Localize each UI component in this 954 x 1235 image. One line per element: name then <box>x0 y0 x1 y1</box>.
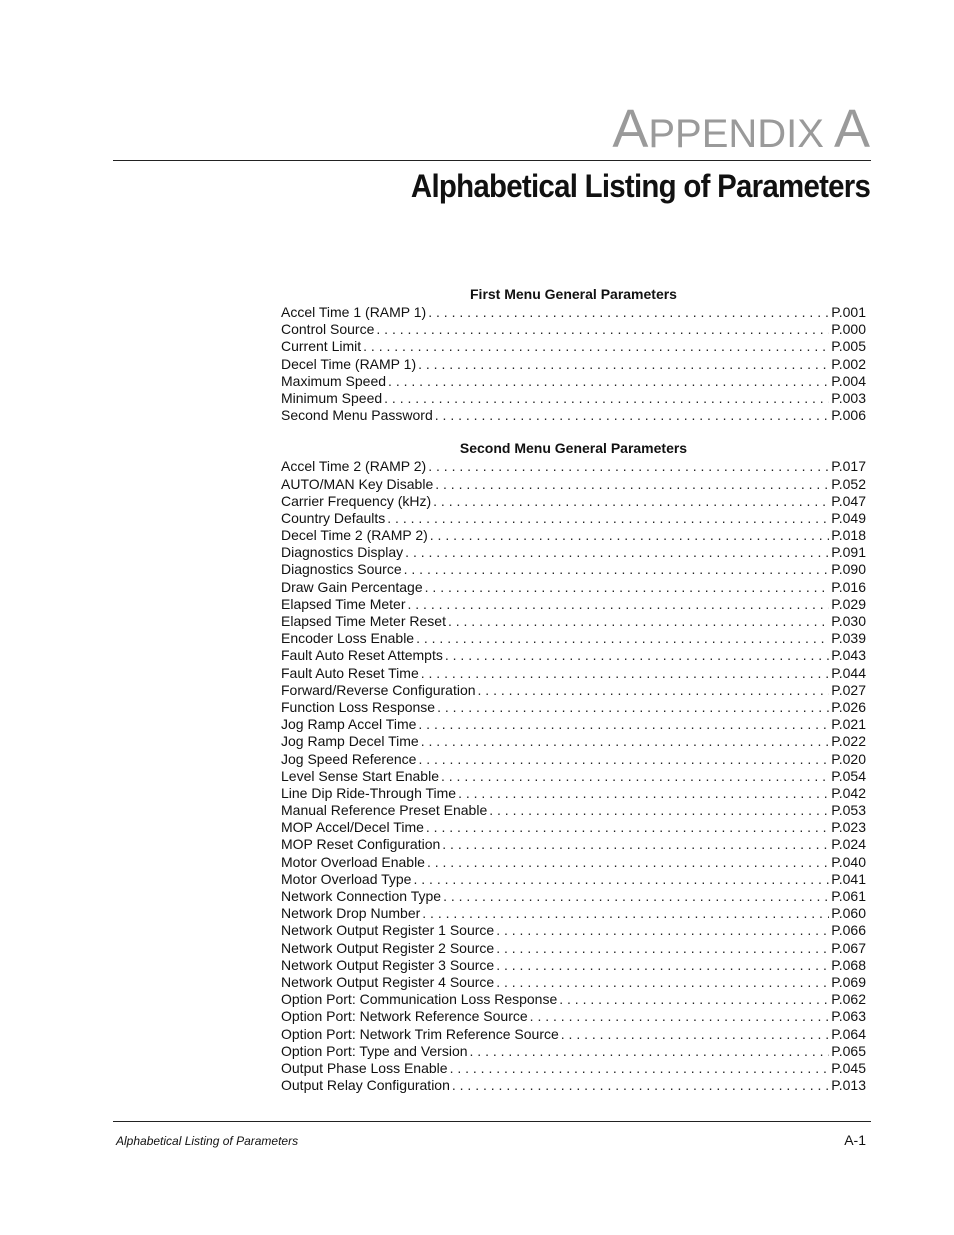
parameter-row <box>281 682 866 699</box>
parameter-row <box>281 476 866 493</box>
parameter-code: P.054 <box>831 767 866 784</box>
parameter-code: P.065 <box>831 1042 866 1059</box>
dot-leader <box>388 373 829 390</box>
parameter-row <box>281 647 866 664</box>
parameter-row <box>281 751 866 768</box>
page-number: A-1 <box>844 1132 866 1148</box>
dot-leader <box>416 630 829 647</box>
parameter-row <box>281 321 866 338</box>
parameter-code: P.004 <box>831 372 866 389</box>
dot-leader <box>448 613 829 630</box>
top-rule <box>113 160 871 161</box>
parameter-code: P.061 <box>831 888 866 904</box>
parameter-row <box>281 338 866 355</box>
dot-leader <box>443 888 829 905</box>
parameter-row <box>281 390 866 407</box>
parameter-name: Maximum Speed <box>281 372 387 389</box>
parameter-code: P.020 <box>831 750 866 767</box>
parameter-row <box>281 1060 866 1077</box>
parameter-name: Option Port: Type and Version <box>281 1042 468 1059</box>
parameter-row <box>281 613 866 630</box>
parameter-code: P.002 <box>831 355 866 372</box>
parameter-code: P.005 <box>831 338 866 355</box>
parameter-name: Option Port: Network Reference Source <box>281 1008 528 1025</box>
parameter-code: P.068 <box>831 956 866 973</box>
parameter-name: Option Port: Communication Loss Response <box>281 991 558 1008</box>
dot-leader <box>530 1008 830 1025</box>
parameter-code: P.024 <box>831 836 866 853</box>
dot-leader <box>418 716 829 733</box>
parameter-code: P.066 <box>831 922 866 939</box>
dot-leader <box>442 836 829 853</box>
parameter-name: AUTO/MAN Key Disable <box>281 475 434 492</box>
parameter-code: P.040 <box>831 853 866 870</box>
parameter-row <box>281 957 866 974</box>
dot-leader <box>387 510 829 527</box>
appendix-initial: A <box>612 99 649 159</box>
bottom-rule <box>113 1121 871 1122</box>
parameter-row <box>281 716 866 733</box>
parameter-row <box>281 699 866 716</box>
section-heading: First Menu General Parameters <box>470 286 677 302</box>
parameter-name: Draw Gain Percentage <box>281 578 423 595</box>
parameter-code: P.069 <box>831 973 866 990</box>
dot-leader <box>496 922 829 939</box>
dot-leader <box>418 751 829 768</box>
parameter-name: Level Sense Start Enable <box>281 767 439 784</box>
parameter-code: P.044 <box>831 664 866 681</box>
parameter-name: MOP Accel/Decel Time <box>281 819 424 836</box>
dot-leader <box>496 940 829 957</box>
dot-leader <box>421 665 829 682</box>
parameter-name: Accel Time 2 (RAMP 2) <box>281 458 427 475</box>
dot-leader <box>445 647 829 664</box>
parameter-code: P.039 <box>831 630 866 647</box>
parameter-row <box>281 888 866 905</box>
parameter-row <box>281 561 866 578</box>
dot-leader <box>428 304 829 321</box>
parameter-row <box>281 356 866 373</box>
parameter-listing <box>281 284 866 1108</box>
parameter-section <box>281 284 866 424</box>
parameter-code: P.027 <box>831 681 866 698</box>
dot-leader <box>435 407 829 424</box>
dot-leader <box>559 991 829 1008</box>
dot-leader <box>496 957 829 974</box>
parameter-row <box>281 527 866 544</box>
parameter-code: P.042 <box>831 784 866 801</box>
parameter-code: P.090 <box>831 561 866 578</box>
parameter-code: P.021 <box>831 716 866 733</box>
parameter-code: P.063 <box>831 1008 866 1025</box>
parameter-code: P.052 <box>831 475 866 492</box>
parameter-code: P.062 <box>831 991 866 1008</box>
parameter-code: P.041 <box>831 870 866 887</box>
parameter-name: Output Phase Loss Enable <box>281 1059 448 1076</box>
parameter-code: P.049 <box>831 509 866 526</box>
parameter-row <box>281 819 866 836</box>
parameter-code: P.091 <box>831 544 866 561</box>
dot-leader <box>422 905 829 922</box>
parameter-name: Current Limit <box>281 338 362 355</box>
parameter-name: Minimum Speed <box>281 389 383 406</box>
dot-leader <box>384 390 829 407</box>
parameter-name: Line Dip Ride-Through Time <box>281 784 457 801</box>
dot-leader <box>426 819 829 836</box>
parameter-code: P.064 <box>831 1025 866 1042</box>
parameter-row <box>281 785 866 802</box>
parameter-row <box>281 854 866 871</box>
parameter-name: Carrier Frequency (kHz) <box>281 492 432 509</box>
parameter-code: P.026 <box>831 698 866 715</box>
parameter-section <box>281 438 866 1094</box>
parameter-name: Encoder Loss Enable <box>281 630 415 647</box>
parameter-name: MOP Reset Configuration <box>281 836 441 853</box>
parameter-row <box>281 493 866 510</box>
parameter-row <box>281 1043 866 1060</box>
parameter-code: P.047 <box>831 492 866 509</box>
dot-leader <box>425 579 830 596</box>
parameter-row <box>281 407 866 424</box>
parameter-code: P.030 <box>831 613 866 629</box>
parameter-name: Option Port: Network Trim Reference Source <box>281 1025 559 1042</box>
parameter-code: P.016 <box>831 578 866 595</box>
parameter-code: P.053 <box>831 802 866 819</box>
parameter-name: Decel Time (RAMP 1) <box>281 355 417 372</box>
parameter-code: P.045 <box>831 1059 866 1076</box>
dot-leader <box>435 476 829 493</box>
parameter-name: Motor Overload Type <box>281 870 412 887</box>
parameter-row <box>281 905 866 922</box>
dot-leader <box>450 1060 830 1077</box>
appendix-letter: A <box>833 99 870 159</box>
parameter-row <box>281 802 866 819</box>
parameter-code: P.000 <box>831 321 866 338</box>
parameter-row <box>281 991 866 1008</box>
parameter-code: P.029 <box>831 595 866 612</box>
parameter-row <box>281 596 866 613</box>
parameter-code: P.043 <box>831 647 866 664</box>
appendix-word: PPENDIX <box>648 112 824 156</box>
dot-leader <box>458 785 829 802</box>
parameter-row <box>281 733 866 750</box>
dot-leader <box>421 733 830 750</box>
parameter-code: P.017 <box>831 458 866 475</box>
parameter-row <box>281 630 866 647</box>
parameter-name: Network Drop Number <box>281 905 421 922</box>
parameter-row <box>281 510 866 527</box>
appendix-heading <box>612 99 870 159</box>
parameter-row <box>281 458 866 475</box>
parameter-name: Diagnostics Display <box>281 544 404 561</box>
parameter-code: P.023 <box>831 819 866 836</box>
dot-leader <box>408 596 830 613</box>
parameter-row <box>281 665 866 682</box>
parameter-name: Network Output Register 1 Source <box>281 922 495 939</box>
dot-leader <box>430 527 829 544</box>
dot-leader <box>363 338 829 355</box>
parameter-name: Output Relay Configuration <box>281 1077 450 1094</box>
parameter-row <box>281 544 866 561</box>
footer-title: Alphabetical Listing of Parameters <box>116 1134 299 1148</box>
parameter-name: Country Defaults <box>281 509 386 526</box>
dot-leader <box>405 544 829 561</box>
dot-leader <box>376 321 829 338</box>
parameter-code: P.060 <box>831 905 866 922</box>
parameter-name: Elapsed Time Meter Reset <box>281 613 446 629</box>
parameter-name: Network Output Register 4 Source <box>281 973 495 990</box>
parameter-name: Network Output Register 3 Source <box>281 956 495 973</box>
parameter-name: Fault Auto Reset Time <box>281 664 419 681</box>
dot-leader <box>427 854 829 871</box>
parameter-code: P.022 <box>831 733 866 750</box>
section-heading: Second Menu General Parameters <box>459 440 688 457</box>
dot-leader <box>418 356 829 373</box>
parameter-name: Manual Reference Preset Enable <box>281 802 488 819</box>
dot-leader <box>413 871 829 888</box>
parameter-row <box>281 768 866 785</box>
parameter-name: Jog Ramp Accel Time <box>281 716 417 733</box>
dot-leader <box>478 682 830 699</box>
parameter-row <box>281 922 866 939</box>
parameter-name: Network Output Register 2 Source <box>281 939 495 956</box>
parameter-code: P.013 <box>831 1077 866 1094</box>
parameter-name: Forward/Reverse Configuration <box>281 681 476 698</box>
parameter-code: P.067 <box>831 939 866 956</box>
parameter-name: Control Source <box>281 321 375 338</box>
parameter-row <box>281 1008 866 1025</box>
dot-leader <box>404 561 830 578</box>
parameter-row <box>281 836 866 853</box>
dot-leader <box>433 493 829 510</box>
dot-leader <box>428 458 829 475</box>
parameter-row <box>281 579 866 596</box>
parameter-row <box>281 1026 866 1043</box>
parameter-name: Decel Time 2 (RAMP 2) <box>281 527 428 544</box>
parameter-name: Motor Overload Enable <box>281 853 425 870</box>
parameter-row <box>281 974 866 991</box>
parameter-row <box>281 304 866 321</box>
dot-leader <box>470 1043 830 1060</box>
parameter-name: Network Connection Type <box>281 888 442 904</box>
dot-leader <box>452 1077 829 1094</box>
parameter-row <box>281 871 866 888</box>
dot-leader <box>441 768 829 785</box>
parameter-name: Second Menu Password <box>281 407 433 424</box>
parameter-code: P.001 <box>831 304 866 320</box>
parameter-row <box>281 1077 866 1094</box>
parameter-code: P.018 <box>831 527 866 544</box>
parameter-code: P.006 <box>831 407 866 424</box>
parameter-name: Jog Speed Reference <box>281 750 417 767</box>
dot-leader <box>437 699 829 716</box>
parameter-code: P.003 <box>831 389 866 406</box>
dot-leader <box>489 802 829 819</box>
parameter-row <box>281 940 866 957</box>
parameter-name: Elapsed Time Meter <box>281 595 406 612</box>
parameter-name: Jog Ramp Decel Time <box>281 733 419 750</box>
page-title: Alphabetical Listing of Parameters <box>410 168 870 204</box>
parameter-name: Fault Auto Reset Attempts <box>281 647 443 664</box>
dot-leader <box>561 1026 829 1043</box>
parameter-name: Function Loss Response <box>281 698 436 715</box>
dot-leader <box>496 974 829 991</box>
parameter-row <box>281 373 866 390</box>
parameter-name: Accel Time 1 (RAMP 1) <box>281 304 427 320</box>
parameter-name: Diagnostics Source <box>281 561 402 578</box>
